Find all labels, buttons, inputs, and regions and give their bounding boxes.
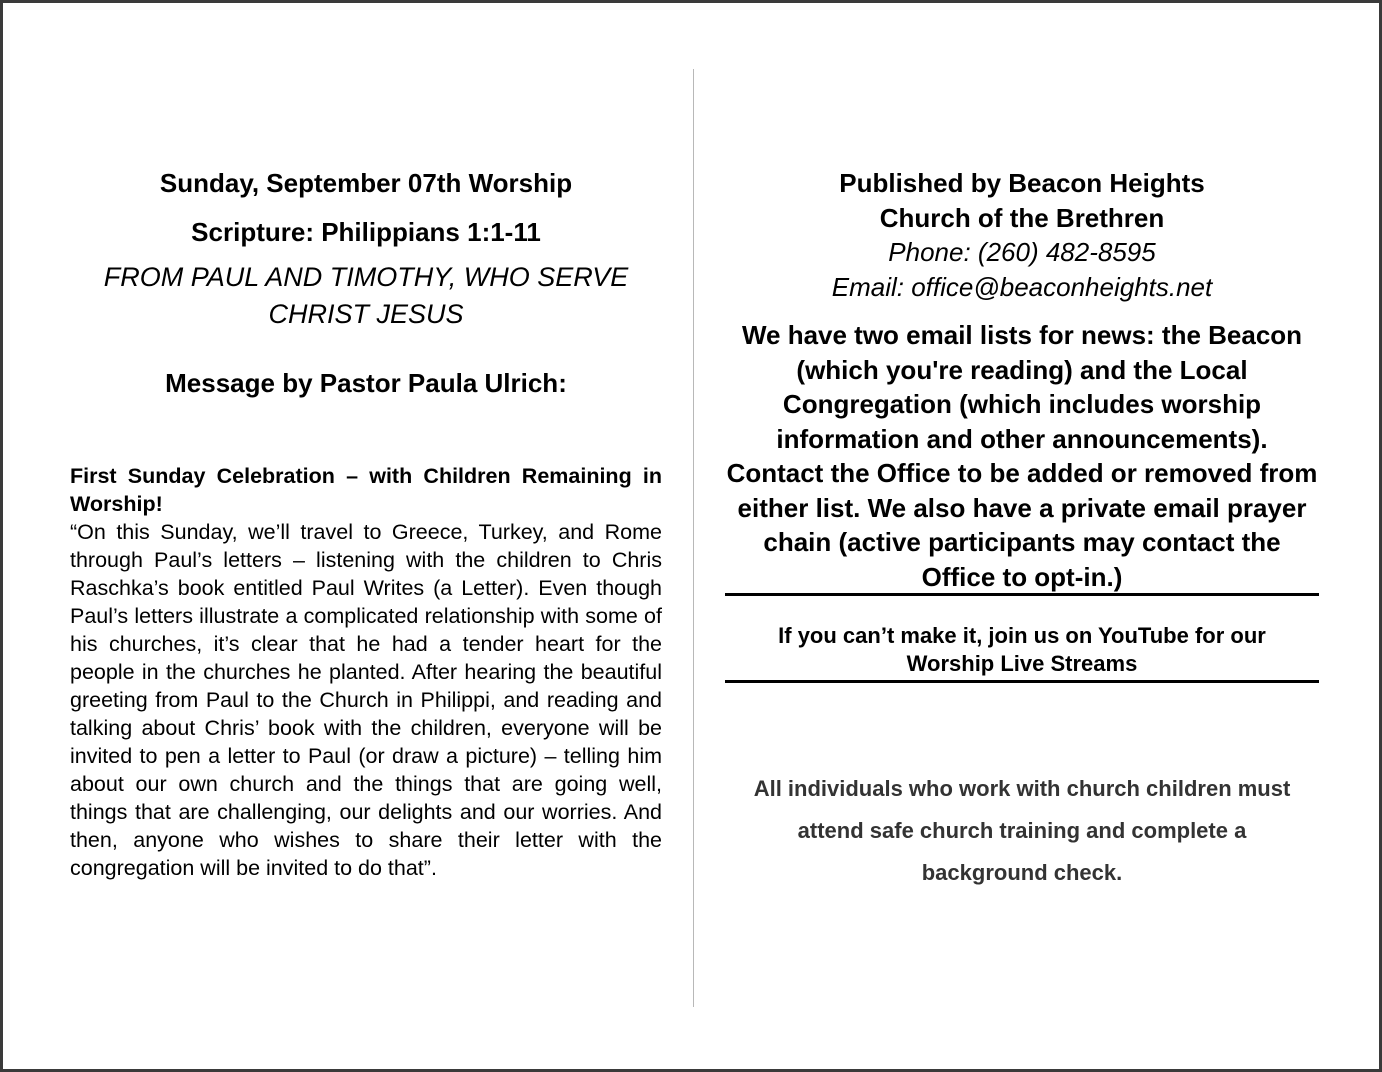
first-sunday-article xyxy=(70,462,662,882)
divider-rule-top xyxy=(725,593,1319,596)
publisher-block xyxy=(725,166,1319,304)
email-address: Email: office@beaconheights.net xyxy=(831,271,1213,302)
safe-church-line2: attend safe church training and complete a xyxy=(797,818,1247,843)
phone-number: Phone: (260) 482-8595 xyxy=(888,237,1156,267)
column-divider xyxy=(693,69,694,1007)
safe-church-line1: All individuals who work with church children must xyxy=(753,776,1291,801)
sermon-theme xyxy=(70,259,662,333)
divider-rule-bottom xyxy=(725,680,1319,683)
publisher-line2: Church of the Brethren xyxy=(879,202,1165,233)
safe-church-notice xyxy=(725,768,1319,894)
article-heading: First Sunday Celebration – with Children Remaining in Worship! xyxy=(70,464,662,516)
safe-church-line3: background check. xyxy=(921,860,1123,885)
scripture-heading: Scripture: Philippians 1:1-11 xyxy=(191,217,541,247)
sermon-theme-line2: CHRIST JESUS xyxy=(268,299,464,329)
publisher-line1: Published by Beacon Heights xyxy=(839,168,1205,198)
youtube-line1: If you can’t make it, join us on YouTube for our xyxy=(778,623,1266,648)
youtube-notice xyxy=(725,622,1319,678)
youtube-line2: Worship Live Streams xyxy=(906,651,1138,676)
message-by-heading: Message by Pastor Paula Ulrich: xyxy=(165,368,567,398)
worship-date-heading: Sunday, September 07th Worship xyxy=(159,168,573,198)
sermon-theme-line1: FROM PAUL AND TIMOTHY, WHO SERVE xyxy=(103,262,629,292)
article-body: “On this Sunday, we’ll travel to Greece, Turkey, and Rome through Paul’s letters – listening with the children to Chris Raschka’s book entitled Paul Writes (a Letter). Even though Paul’s letters illustrate a complicated relationship with some of his churches, it’s clear that he had a tender heart for the people in the churches he planted. After hearing the beautiful greeting from Paul to the Church in Philippi, and reading and talking about Chris’ book with the children, everyone will be invited to pen a letter to Paul (or draw a picture) – telling him about our own church and the things that are going well, things that are challenging, our delights and our worries. And then, anyone who wishes to share their letter with the congregation will be invited to do that”. xyxy=(70,520,662,880)
email-lists-notice: We have two email lists for news: the Beacon (which you're reading) and the Local Congregation (which includes worship information and other announcements). Contact the Office to be added or removed from either list. We also have a private email prayer chain (active participants may contact the Office to opt-in.) xyxy=(726,320,1318,592)
